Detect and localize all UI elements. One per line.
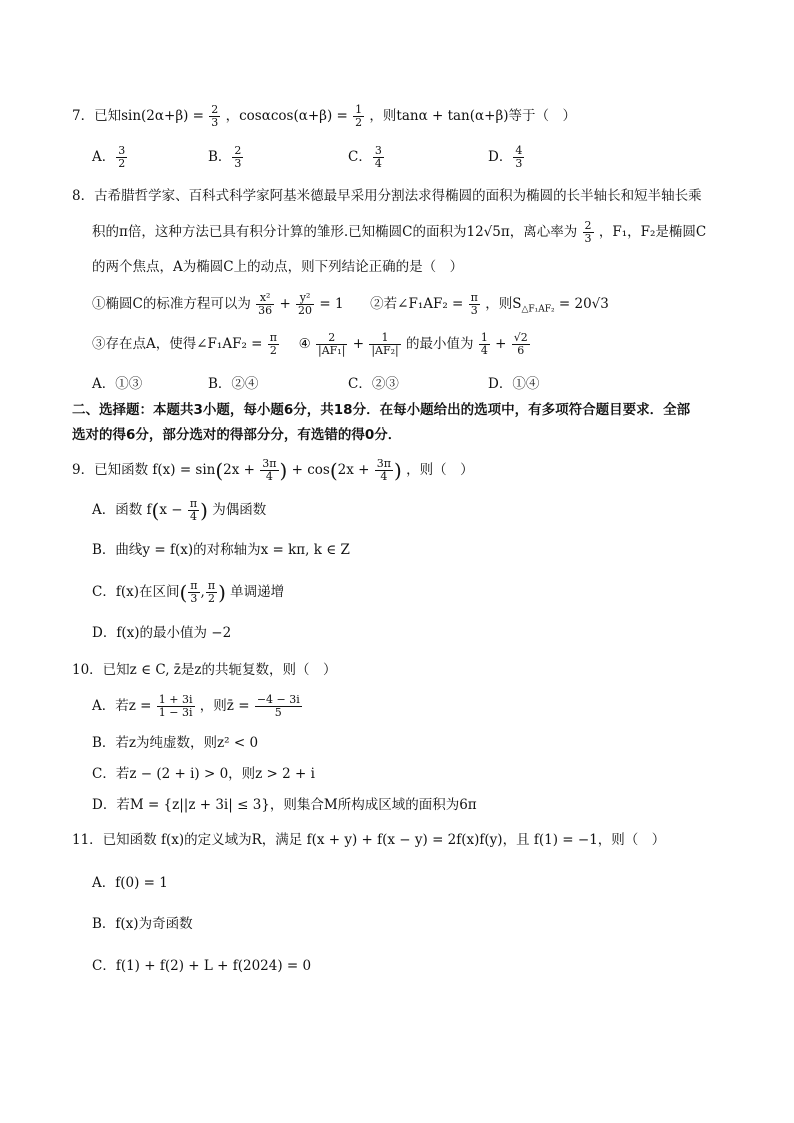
q7-frac-1-den: 3 [211,116,219,129]
q9-option-a-den: 4 [189,510,197,523]
q8-s4-frac-2 [369,332,400,357]
q9-stem-part3: ，则（ ） [406,462,474,478]
q9-option-c-comma: , [200,584,205,600]
q8-statement-2-text: ②若∠F₁AF₂ = [370,296,464,312]
q8-s4-frac-1-num: 2 [316,332,347,345]
q9-option-a-arg: x − [159,502,183,518]
q8-s2-then: ，则S [485,296,522,312]
q9-stem-arg2: 2x + [337,462,370,478]
q7-option-d [488,145,525,170]
q7-option-a-label: A． [92,149,116,165]
q8-s2-frac-den: 3 [470,304,478,317]
q9-option-c-part1: C．f(x)在区间 [92,584,180,600]
q7-option-c-frac [373,145,384,170]
q8-s1-equals: = 1 [319,296,344,312]
q8-s3-frac-den: 2 [269,344,277,357]
q10-option-d: D．若M = {z||z + 3i| ≤ 3}，则集合M所构成区域的面积为6π [92,797,477,813]
q8-s4-frac-2-num: 1 [369,332,400,345]
q8-eccentricity-num: 2 [584,219,592,232]
q8-line-2 [92,220,706,245]
q7-option-a-num: 3 [118,144,126,157]
q7-option-c [348,145,385,170]
q8-line-3: 的两个焦点，A为椭圆C上的动点，则下列结论正确的是（ ） [92,259,464,275]
q8-s1-plus: + [279,296,291,312]
q9-option-c: C．f(x)在区间( $\frac{\pi}{3}$ , $\frac{\pi}{2}$ ) 单调递增 [92,579,285,605]
q8-s4-frac-2-den: |AF₂| [371,344,399,357]
q7-frac-1 [209,104,220,129]
q8-option-b: B．②④ [208,376,259,392]
q8-s3-frac-num: π [269,331,278,344]
q8-s2-frac [469,292,480,317]
q7-option-a [92,145,128,170]
q8-s1-frac-1-num: x² [256,292,274,305]
q9-option-a-frac [188,498,199,523]
q8-s1-frac-2-num: y² [296,292,314,305]
q10-option-a-frac-2 [255,694,302,719]
q11-option-b: B．f(x)为奇函数 [92,916,193,932]
q7-option-d-frac [513,145,524,170]
q7-option-c-den: 4 [374,157,382,170]
q9-option-c-frac-1-num: π [190,579,198,592]
q8-s2-subscript: △F₁AF₂ [521,304,555,315]
q8-option-c: C．②③ [348,376,399,392]
q7-stem-part3: ，则tanα + tan(α+β)等于（ ） [369,108,577,124]
q9-stem-part2: + cos [291,462,330,478]
q8-line-2-part1: 积的π倍，这种方法已具有积分计算的雏形.已知椭圆C的面积为12√5π，离心率为 [92,224,578,240]
q8-s4-frac-1-den: |AF₁| [318,344,346,357]
q8-s1-frac-2-den: 20 [298,304,313,317]
q10-option-a-frac-2-num: −4 − 3i [256,693,300,706]
q9-stem-frac-2 [375,458,393,483]
q9-option-a-part2: 为偶函数 [212,502,267,518]
q10-stem: 10．已知z ∈ C, z̄是z的共轭复数，则（ ） [72,662,337,678]
q8-statement-3-text: ③存在点A，使得∠F₁AF₂ = [92,336,263,352]
q9-stem-arg1: 2x + [223,462,255,478]
q7-option-d-den: 3 [515,157,523,170]
q7-frac-2-num: 1 [355,103,363,116]
q7-option-a-frac [116,145,127,170]
q11-option-a: A．f(0) = 1 [92,875,168,891]
q9-option-a-part1: A．函数 f [92,502,152,518]
q7-stem-part1: 7．已知sin(2α+β) = [72,108,204,124]
q7-option-c-num: 3 [374,144,382,157]
q10-option-a-part2: ，则z̄ = [199,698,250,714]
q8-line-2-part2: ，F₁，F₂是椭圆C [598,224,707,240]
q10-option-c: C．若z − (2 + i) > 0，则z > 2 + i [92,766,315,782]
q9-stem-frac-1-den: 4 [265,470,273,483]
q9-option-c-frac-2-den: 2 [207,592,215,605]
q7-option-a-den: 2 [118,157,126,170]
q8-s2-value: = 20√3 [558,296,609,312]
q9-option-c-frac-2-num: π [207,579,216,592]
q9-option-c-frac-1-den: 3 [190,592,198,605]
q10-option-a-frac-2-den: 5 [274,706,282,719]
q7-stem-part2: ，cosαcos(α+β) = [225,108,348,124]
q7-option-c-label: C． [348,149,372,165]
q8-s4-frac-4-num: √2 [513,331,528,344]
q8-line-1: 8．古希腊哲学家、百科式科学家阿基米德最早采用分割法求得椭圆的面积为椭圆的长半轴长和短半轴长乘 [72,188,702,204]
q7-frac-2 [353,104,364,129]
q9-stem-frac-1-num: 3π [262,457,277,470]
q10-option-b: B．若z为纯虚数，则z² < 0 [92,735,259,751]
q8-s4-plus-2: + [495,336,507,352]
q7-option-b-frac [232,145,243,170]
q9-stem-part1: 9．已知函数 f(x) = sin [72,462,216,478]
q10-option-a-part1: A．若z = [92,698,152,714]
q8-s4-plus: + [352,336,365,352]
q9-stem-frac-2-num: 3π [376,457,392,470]
q8-eccentricity-frac [583,220,594,245]
q8-s1-frac-1 [256,292,274,317]
q11-option-c: C．f(1) + f(2) + L + f(2024) = 0 [92,958,312,974]
q8-option-d: D．①④ [488,376,540,392]
q9-option-c-frac-2 [206,580,217,605]
q8-s4-frac-1 [316,332,347,357]
q9-option-c-frac-1 [188,580,199,605]
q8-statements-1-2 [92,292,609,320]
q8-s4-frac-4 [512,332,530,357]
q8-statement-1-text: ①椭圆C的标准方程可以为 [92,296,251,312]
q8-option-a: A．①③ [92,376,143,392]
q8-s1-frac-1-den: 36 [258,304,273,317]
q8-s4-frac-3-num: 1 [480,331,488,344]
q8-s4-frac-3 [479,332,490,357]
q7-option-b-den: 3 [234,157,242,170]
q7-option-b-num: 2 [234,144,242,157]
q8-s1-frac-2 [296,292,314,317]
q8-s4-frac-3-den: 4 [480,344,488,357]
q9-option-d: D．f(x)的最小值为 −2 [92,625,232,641]
section-2-heading-cont: 选对的得6分，部分选对的得部分分，有选错的得0分． [72,427,402,443]
q7-option-d-label: D． [488,149,513,165]
q8-s2-frac-num: π [470,291,478,304]
q9-stem-frac-1 [260,458,278,483]
q7-frac-1-num: 2 [211,103,219,116]
q10-option-a-frac-1-num: 1 + 3i [158,693,193,706]
q7-stem [72,104,576,129]
q7-option-b-label: B． [208,149,232,165]
q9-option-a-num: π [189,497,198,510]
section-2-heading: 二、选择题：本题共3小题，每小题6分，共18分．在每小题给出的选项中，有多项符合题目要求．全部 [72,402,691,418]
q10-option-a-frac-1 [157,694,195,719]
q9-stem-frac-2-den: 4 [380,470,388,483]
q9-option-c-part2: 单调递增 [230,584,285,600]
q8-s4-text: 的最小值为 [406,336,474,352]
q9-option-b: B．曲线y = f(x)的对称轴为x = kπ, k ∈ Z [92,542,350,558]
q8-eccentricity-den: 3 [584,232,592,245]
q8-s4-frac-4-den: 6 [517,344,525,357]
q10-option-a [92,694,303,719]
q9-stem: 9．已知函数 f(x) = sin(2x + $\frac{3\pi}{4}$ ) + cos(2x + $\frac{3\pi}{4}$ ) ，则（ ） [72,457,474,483]
q8-statements-3-4 [92,332,531,357]
q7-option-d-num: 4 [515,144,523,157]
q7-frac-2-den: 2 [355,116,363,129]
q9-option-a: A．函数 f(x − $\frac{\pi}{4}$ ) 为偶函数 [92,497,267,523]
q8-s3-frac [268,332,279,357]
q11-stem: 11．已知函数 f(x)的定义域为R，满足 f(x + y) + f(x − y) = 2f(x)f(y)，且 f(1) = −1，则（ ） [72,832,666,848]
q10-option-a-frac-1-den: 1 − 3i [158,706,193,719]
q7-option-b [208,145,244,170]
q8-statement-4-mark: ④ [298,336,311,352]
